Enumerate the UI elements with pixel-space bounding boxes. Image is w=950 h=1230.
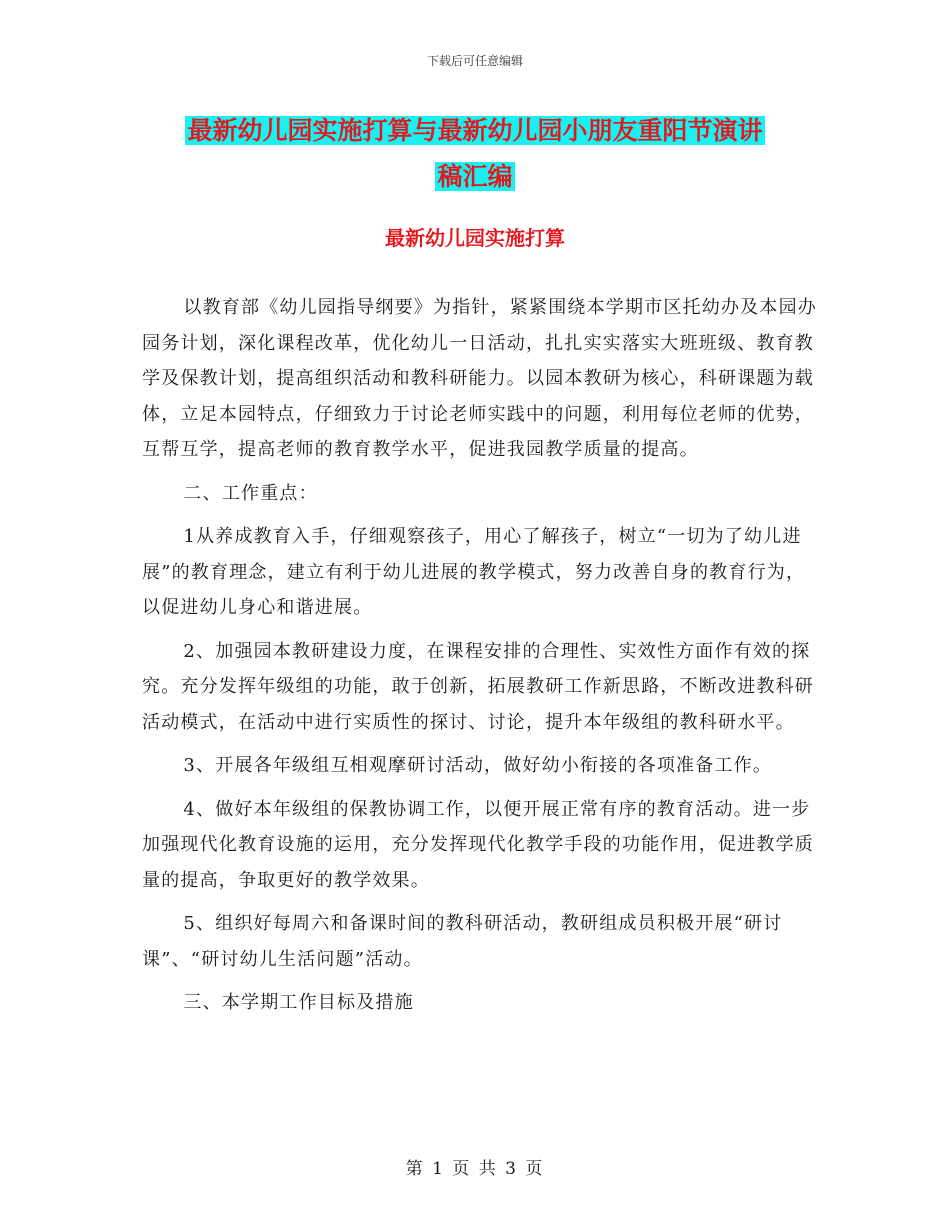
paragraph: 5、组织好每周六和备课时间的教科研活动，教研组成员积极开展“研讨课”、“研讨幼儿生活问题”活动。 [142, 913, 783, 970]
paragraph: 1从养成教育入手，仔细观察孩子，用心了解孩子，树立“一切为了幼儿进展”的教育理念，建立有利于幼儿进展的教学模式，努力改善自身的教育行为，以促进幼儿身心和谐进展。 [142, 526, 806, 618]
document-title-line1: 最新幼儿园实施打算与最新幼儿园小朋友重阳节演讲 [187, 116, 763, 145]
paragraph: 4、做好本年级组的保教协调工作，以便开展正常有序的教育活动。进一步加强现代化教育设施的运用，充分发挥现代化教学手段的功能作用，促进教学质量的提高，争取更好的教学效果。 [142, 798, 814, 891]
paragraph: 三、本学期工作目标及措施 [183, 992, 414, 1013]
paragraph: 2、加强园本教研建设力度，在课程安排的合理性、实效性方面作有效的探究。充分发挥年级组的功能，敢于创新，拓展教研工作新思路，不断改进教科研活动模式，在活动中进行实质性的探讨、讨论，提升本年级组的教科研水平。 [142, 640, 814, 733]
header-note: 下载后可任意编辑 [426, 54, 523, 68]
document-title-line2: 稿汇编 [437, 162, 513, 191]
paragraph: 二、工作重点： [183, 482, 318, 504]
page-number-footer: 第 1 页 共 3 页 [405, 1159, 545, 1179]
document-title [150, 108, 800, 200]
document-body [142, 290, 822, 1029]
paragraph: 3、开展各年级组互相观摩研讨活动，做好幼小衔接的各项准备工作。 [183, 755, 773, 776]
section-title: 最新幼儿园实施打算 [385, 226, 565, 250]
paragraph: 以教育部《幼儿园指导纲要》为指针，紧紧围绕本学期市区托幼办及本园办园务计划，深化课程改革，优化幼儿一日活动，扎扎实实落实大班班级、教育教学及保教计划，提高组织活动和教科研能力。以园本教研为核心，科研课题为载体，立足本园特点，仔细致力于讨论老师实践中的问题，利用每位老师的优势，互帮互学，提高老师的教育教学水平，促进我园教学质量的提高。 [142, 297, 817, 460]
